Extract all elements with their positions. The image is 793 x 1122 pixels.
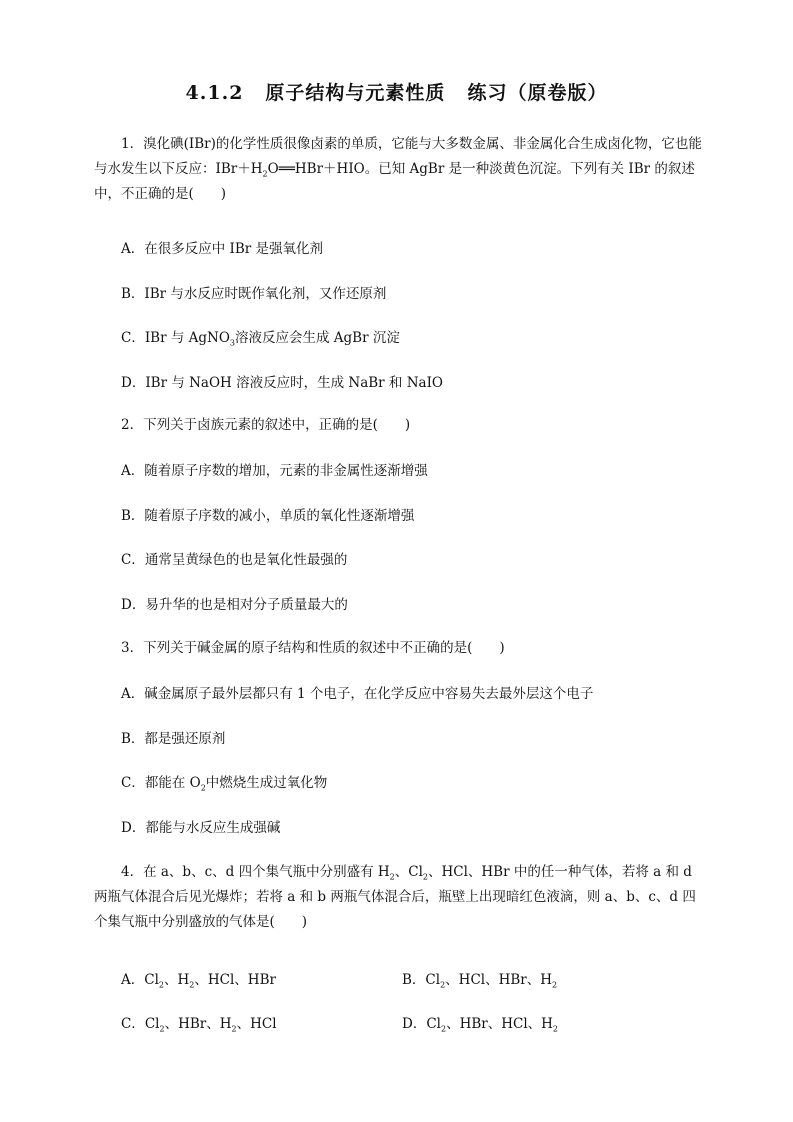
title-code: 4.1.2 [185,82,244,104]
q1-option-b[interactable]: B．IBr 与水反应时既作氧化剂，又作还原剂 [121,286,387,302]
question-3-stem: 3．下列关于碱金属的原子结构和性质的叙述中不正确的是( ) [121,640,505,656]
q3-option-b[interactable]: B．都是强还原剂 [121,731,226,747]
q3-option-d[interactable]: D．都能与水反应生成强碱 [121,820,281,836]
title-main: 原子结构与元素性质 [265,82,446,104]
q2-option-b[interactable]: B．随着原子序数的减小，单质的氧化性逐渐增强 [121,508,415,524]
q4-option-d[interactable]: D．$Cl_2$、HBr、HCl、$H_2$ [402,1016,559,1034]
q1-option-d[interactable]: D．IBr 与 NaOH 溶液反应时，生成 NaBr 和 NaIO [121,375,443,391]
q1-option-c[interactable]: C．IBr 与 AgNO$_3$溶液反应会生成 AgBr 沉淀 [121,330,400,348]
q1-option-a[interactable]: A．在很多反应中 IBr 是强氧化剂 [121,241,324,257]
q4-option-c[interactable]: C．$Cl_2$、HBr、$H_2$、HCl [121,1016,277,1034]
question-2-stem: 2．下列关于卤族元素的叙述中，正确的是( ) [121,417,411,433]
q2-option-d[interactable]: D．易升华的也是相对分子质量最大的 [121,597,348,613]
question-1-stem: 1．溴化碘(IBr)的化学性质很像卤素的单质，它能与大多数金属、非金属化合生成卤化物，它也能与水发生以下反应：$IBr+H_2O══HBr+HIO$。已知 AgBr 是一种淡黄色沉淀。下列有关 IBr 的叙述中，不正确的是( ) [94,136,702,202]
q3-option-a[interactable]: A．碱金属原子最外层都只有 1 个电子，在化学反应中容易失去最外层这个电子 [121,686,594,702]
q4-option-a[interactable]: A．$Cl_2$、$H_2$、HCl、HBr [121,972,276,990]
question-4-stem: 4．在 a、b、c、d 四个集气瓶中分别盛有 $H_2$、$Cl_2$、HCl、HBr 中的任一种气体，若将 a 和 d 两瓶气体混合后见光爆炸；若将 a 和 b 两瓶气体混合后，瓶壁上出现暗红色液滴，则 a、b、c、d 四个集气瓶中分别盛放的气体是( ) [94,864,696,930]
q2-option-c[interactable]: C．通常呈黄绿色的也是氧化性最强的 [121,552,348,568]
q2-option-a[interactable]: A．随着原子序数的增加，元素的非金属性逐渐增强 [121,463,428,479]
q3-option-c[interactable]: C．都能在 $O_2$中燃烧生成过氧化物 [121,775,328,793]
q4-option-b[interactable]: B．$Cl_2$、HCl、HBr、$H_2$ [402,972,558,990]
page-title [0,78,793,105]
title-suffix: 练习（原卷版） [467,82,608,104]
